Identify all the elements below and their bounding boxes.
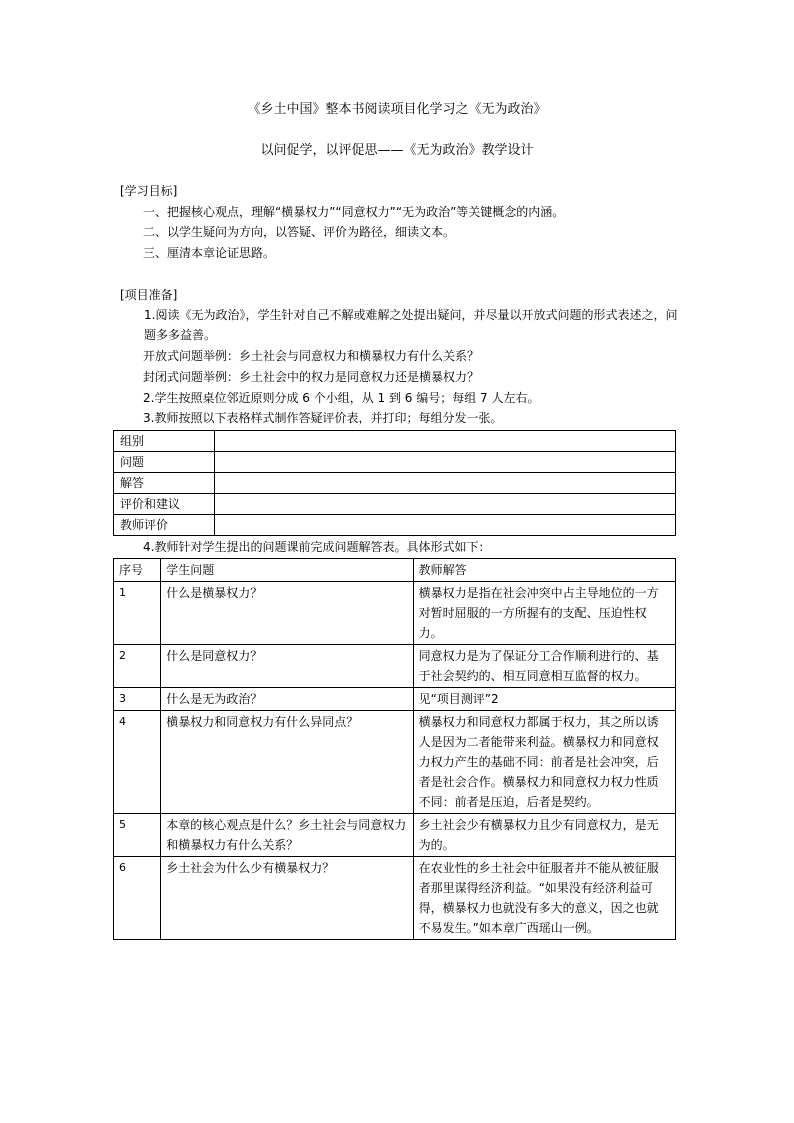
- goal-item-1: 一、把握核心观点，理解“横暴权力”“同意权力”“无为政治”等关键概念的内涵。: [143, 205, 565, 219]
- table-row: [114, 582, 676, 645]
- eval-row-value: [215, 431, 676, 452]
- table-row: [114, 814, 676, 857]
- row-question: 本章的核心观点是什么？乡土社会与同意权力和横暴权力有什么关系？: [161, 814, 413, 857]
- row-question: 乡土社会为什么少有横暴权力？: [161, 857, 413, 940]
- eval-row-value: [215, 494, 676, 515]
- table-row: [114, 688, 676, 711]
- table-row: [114, 711, 676, 814]
- document-subtitle: 以问促学，以评促思——《无为政治》教学设计: [260, 143, 534, 158]
- row-answer: 横暴权力是指在社会冲突中占主导地位的一方对暂时屈服的一方所握有的支配、压迫性权力。: [413, 582, 675, 645]
- table-header-row: [114, 559, 676, 582]
- prep-paragraph-3: 3.教师按照以下表格样式制作答疑评价表，并打印；每组分发一张。: [143, 411, 503, 425]
- row-number: 3: [114, 688, 161, 711]
- row-question: 什么是同意权力？: [161, 645, 413, 688]
- evaluation-table: [113, 430, 676, 536]
- row-question: 什么是无为政治？: [161, 688, 413, 711]
- row-number: 5: [114, 814, 161, 857]
- eval-row-label: 问题: [114, 452, 215, 473]
- prep-paragraph-1: [120, 305, 680, 345]
- row-question: 横暴权力和同意权力有什么异同点？: [161, 711, 413, 814]
- header-number: 序号: [114, 559, 161, 582]
- row-answer: 见“项目测评”2: [413, 688, 675, 711]
- row-number: 2: [114, 645, 161, 688]
- row-question: 什么是横暴权力？: [161, 582, 413, 645]
- row-number: 4: [114, 711, 161, 814]
- header-answer: 教师解答: [413, 559, 675, 582]
- eval-row-value: [215, 473, 676, 494]
- row-answer: 在农业性的乡土社会中征服者并不能从被征服者那里谋得经济利益。“如果没有经济利益可得，横暴权力也就没有多大的意义，因之也就不易发生。”如本章广西瑶山一例。: [413, 857, 675, 940]
- goal-item-2: 二、以学生疑问为方向，以答疑、评价为路径，细读文本。: [143, 225, 456, 239]
- prep-paragraph-2: 2.学生按照桌位邻近原则分成 6 个小组，从 1 到 6 编号；每组 7 人左右。: [143, 391, 540, 405]
- prep-paragraph-4: 4.教师针对学生提出的问题课前完成问题解答表。具体形式如下：: [143, 540, 491, 554]
- eval-row-label: 评价和建议: [114, 494, 215, 515]
- eval-row-label: 教师评价: [114, 515, 215, 536]
- eval-row-value: [215, 452, 676, 473]
- row-answer: 乡土社会少有横暴权力且少有同意权力，是无为的。: [413, 814, 675, 857]
- open-question-example: 开放式问题举例：乡土社会与同意权力和横暴权力有什么关系？: [143, 349, 480, 363]
- eval-row-label: 组别: [114, 431, 215, 452]
- qa-table: [113, 558, 676, 940]
- table-row: [114, 857, 676, 940]
- row-number: 1: [114, 582, 161, 645]
- goal-item-3: 三、厘清本章论证思路。: [143, 246, 276, 260]
- table-row: [114, 494, 676, 515]
- prep-heading: [项目准备]: [120, 288, 178, 302]
- row-number: 6: [114, 857, 161, 940]
- table-row: [114, 452, 676, 473]
- goals-heading: [学习目标]: [120, 184, 178, 198]
- eval-row-value: [215, 515, 676, 536]
- row-answer: 横暴权力和同意权力都属于权力，其之所以诱人是因为二者能带来利益。横暴权力和同意权力权力产生的基础不同：前者是社会冲突，后者是社会合作。横暴权力和同意权力权力性质不同：前者是压迫，后者是契约。: [413, 711, 675, 814]
- table-row: [114, 431, 676, 452]
- table-row: [114, 645, 676, 688]
- row-answer: 同意权力是为了保证分工合作顺利进行的、基于社会契约的、相互同意相互监督的权力。: [413, 645, 675, 688]
- document-title: 《乡土中国》整本书阅读项目化学习之《无为政治》: [247, 102, 547, 117]
- table-row: [114, 473, 676, 494]
- closed-question-example: 封闭式问题举例：乡土社会中的权力是同意权力还是横暴权力？: [143, 370, 480, 384]
- eval-row-label: 解答: [114, 473, 215, 494]
- header-question: 学生问题: [161, 559, 413, 582]
- table-row: [114, 515, 676, 536]
- prep-paragraph-1-text: 1.阅读《无为政治》，学生针对自己不解或难解之处提出疑问，并尽量以开放式问题的形式表述之，问题多多益善。: [144, 308, 678, 342]
